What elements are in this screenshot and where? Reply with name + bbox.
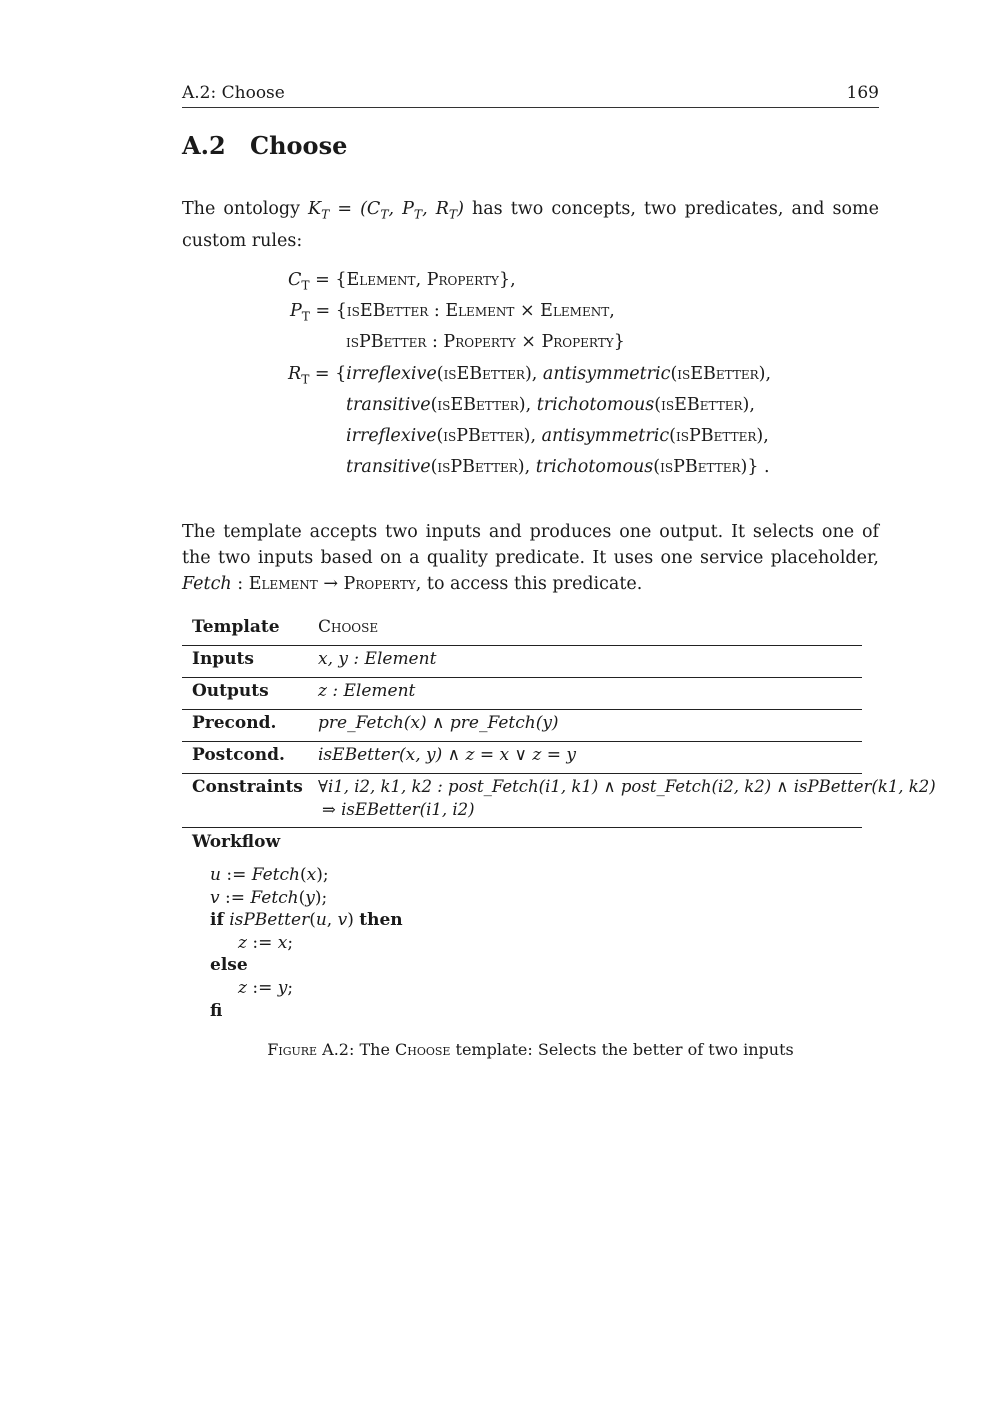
table-rule	[182, 677, 862, 678]
workflow-label: Workflow	[192, 832, 281, 852]
running-header	[182, 83, 879, 108]
running-title: A.2: Choose	[182, 83, 285, 103]
row-key-template: Template	[192, 617, 280, 637]
table-rule	[182, 645, 862, 646]
workflow-line: else	[210, 955, 248, 976]
row-key-constraints: Constraints	[192, 777, 303, 797]
workflow-line: fi	[210, 1000, 223, 1021]
workflow-line: z := x;	[238, 932, 294, 953]
rules-equation-4: transitive(isPBetter), trichotomous(isPBetter)} .	[346, 457, 770, 477]
caption-text: The Choose template: Selects the better of two inputs	[359, 1040, 794, 1059]
section-heading	[182, 131, 347, 160]
rules-equation-1: $R_T$ = {irreflexive(isEBetter), antisymmetric(isEBetter),	[288, 364, 772, 387]
workflow-code	[210, 864, 403, 1022]
row-key-outputs: Outputs	[192, 681, 269, 701]
row-key-precond: Precond.	[192, 713, 277, 733]
section-number: A.2	[182, 131, 226, 160]
intro-math: $K_T = (C_T$, $P_T$, $R_T$)	[308, 199, 464, 222]
caption-label: Figure A.2:	[267, 1040, 355, 1059]
workflow-line: u := Fetch(x);	[210, 865, 329, 885]
table-rule	[182, 741, 862, 742]
intro-text-2: has two concepts, two predicates, and some custom rules:	[182, 199, 879, 251]
table-rule	[182, 827, 862, 828]
workflow-line: v := Fetch(y);	[210, 887, 328, 908]
rules-equation-3: irreflexive(isPBetter), antisymmetric(isPBetter),	[346, 426, 769, 446]
rules-equation-2: transitive(isEBetter), trichotomous(isEBetter),	[346, 395, 755, 415]
page-number: 169	[846, 83, 879, 103]
row-value-inputs: x, y : Element	[318, 649, 437, 669]
table-rule	[182, 709, 862, 710]
template-description-paragraph: The template accepts two inputs and produces one output. It selects one of the two inputs based on a quality predicate. It uses one service placeholder, Fetch : Element → Property, to access this predicate.	[182, 522, 879, 594]
predicates-equation-2: isPBetter : Property × Property}	[346, 332, 625, 352]
row-value-constraints: ∀i1, i2, k1, k2 : post_Fetch(i1, k1) ∧ post_Fetch(i2, k2) ∧ isPBetter(k1, k2)	[318, 777, 936, 796]
workflow-line: z := y;	[238, 977, 294, 998]
table-rule	[182, 773, 862, 774]
predicates-equation-1: $P_T$ = {isEBetter : Element × Element,	[290, 301, 615, 324]
row-value-template: Choose	[318, 617, 379, 637]
intro-paragraph	[182, 196, 879, 254]
row-value-outputs: z : Element	[318, 681, 416, 701]
row-value-postcond: isEBetter(x, y) ∧ z = x ∨ z = y	[318, 745, 576, 765]
row-key-inputs: Inputs	[192, 649, 254, 669]
figure-caption	[182, 1040, 879, 1059]
row-value-precond: pre_Fetch(x) ∧ pre_Fetch(y)	[318, 713, 559, 733]
workflow-line: if isPBetter(u, v) then	[210, 910, 403, 931]
section-title: Choose	[250, 131, 348, 160]
concepts-equation: $C_T$ = {Element, Property},	[288, 270, 516, 293]
intro-text-1: The ontology	[182, 199, 309, 219]
row-value-constraints-cont: ⇒ isEBetter(i1, i2)	[322, 800, 475, 819]
row-key-postcond: Postcond.	[192, 745, 285, 765]
